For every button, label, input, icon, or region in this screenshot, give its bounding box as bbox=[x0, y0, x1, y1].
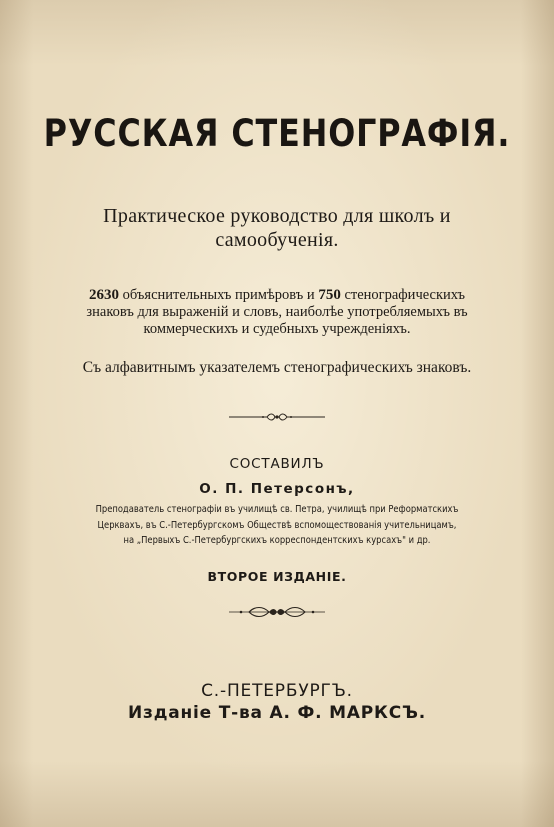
description-line-3: коммерческихъ и судебныхъ учрежденiяхъ. bbox=[143, 321, 411, 337]
examples-count: 2630 bbox=[89, 287, 120, 303]
author-name: О. П. Петерсонъ, bbox=[199, 481, 355, 497]
author-credentials-line-3: на „Первыхъ С.-Петербургскихъ корреспондентскихъ курсахъ" и др. bbox=[123, 535, 431, 546]
description-line-1-mid: объяснительныхъ примѣровъ и bbox=[119, 287, 319, 303]
ornament-divider-top bbox=[0, 411, 554, 423]
author-credentials-line-2: Церквахъ, въ С.-Петербургскомъ Обществѣ вспомоществованiя учительницамъ, bbox=[97, 520, 457, 531]
index-note: Съ алфавитнымъ указателемъ стенографическихъ знаковъ. bbox=[82, 359, 472, 376]
compiled-by-label: СОСТАВИЛЪ bbox=[229, 456, 325, 472]
author-credentials-line-1: Преподаватель стенографiи въ училищѣ св. Петра, училищѣ при Реформатскихъ bbox=[95, 504, 459, 515]
edition-label: ВТОРОЕ ИЗДАНIЕ. bbox=[207, 569, 347, 584]
book-title: РУССКАЯ СТЕНОГРАФIЯ. bbox=[43, 112, 511, 155]
signs-count: 750 bbox=[318, 287, 341, 303]
publisher: Изданiе Т-ва А. Ф. МАРКСЪ. bbox=[127, 703, 427, 723]
subtitle-line-2: самообученiя. bbox=[215, 229, 339, 251]
publication-city: С.-ПЕТЕРБУРГЪ. bbox=[201, 681, 353, 701]
ornament-divider-bottom bbox=[0, 605, 554, 619]
description-line-1 bbox=[0, 287, 554, 304]
description-line-2: знаковъ для выраженiй и словъ, наиболѣе употребляемыхъ въ bbox=[86, 304, 468, 320]
description-line-1-end: стенографическихъ bbox=[340, 287, 465, 303]
subtitle-line-1: Практическое руководство для школъ и bbox=[103, 205, 451, 227]
